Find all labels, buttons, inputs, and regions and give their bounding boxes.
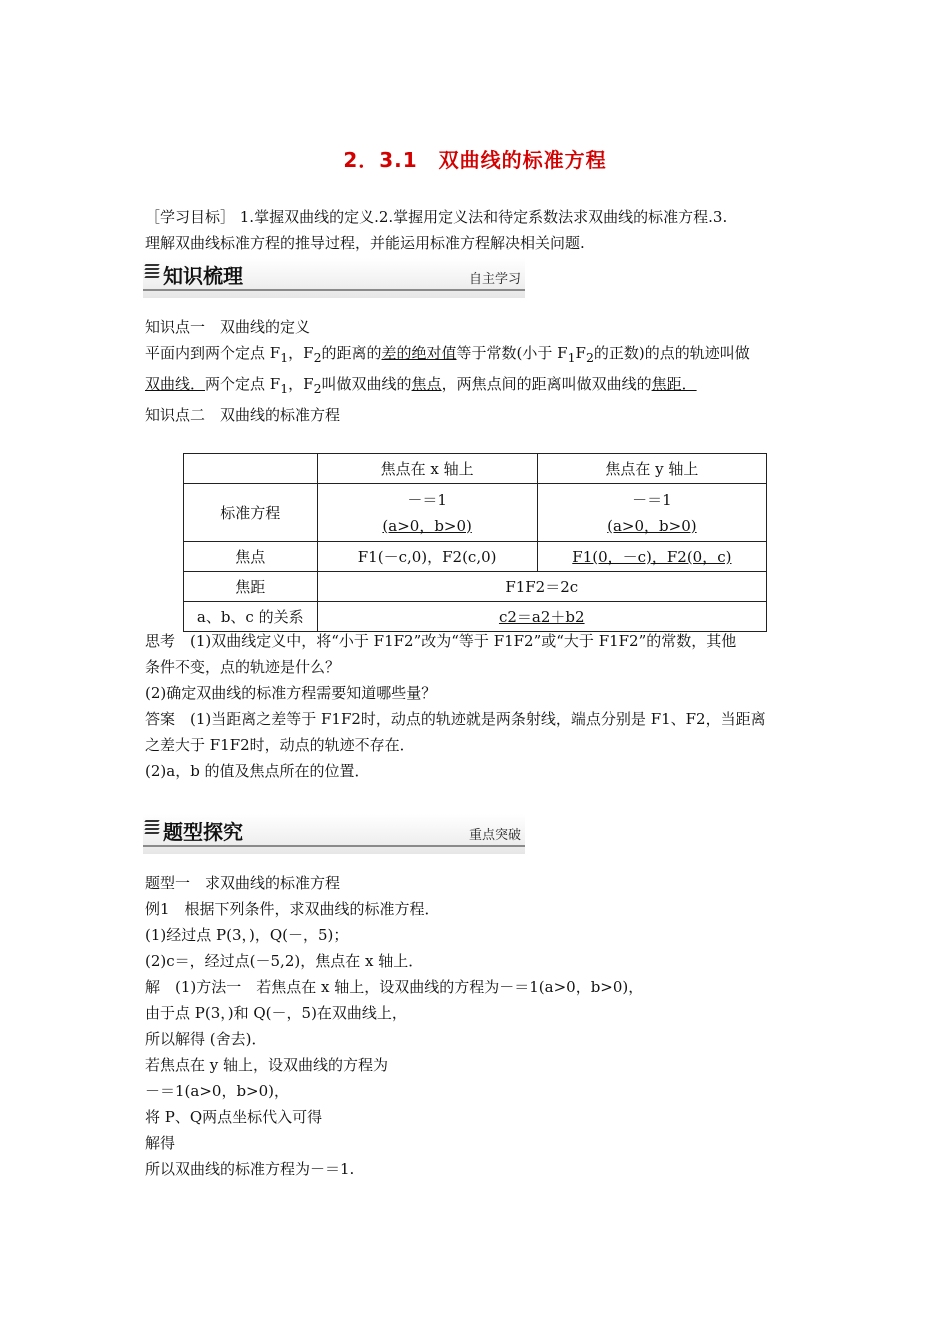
kp1-heading: 知识点一 双曲线的定义 [145, 318, 311, 336]
example-line: (2)c＝，经过点(－5,2)，焦点在 x 轴上． [145, 952, 424, 970]
solution-line: －＝1(a>0，b>0)， [145, 1082, 290, 1100]
blank-answer: 焦距． [651, 375, 697, 393]
objectives-line: 理解双曲线标准方程的推导过程，并能运用标准方程解决相关问题. [145, 234, 585, 252]
table-row [184, 484, 767, 542]
table-cell [317, 602, 766, 632]
blank-answer: (a>0，b>0) [382, 516, 472, 535]
knowledge-point-1 [145, 314, 810, 428]
solution-line: 所以解得 (舍去)． [145, 1030, 267, 1048]
table-row-label: 焦距 [184, 572, 318, 602]
section-header-types [143, 814, 525, 854]
stripes-icon [145, 820, 159, 836]
example-line: (1)经过点 P(3，)，Q(－，5)； [145, 926, 349, 944]
blank-answer: 差的绝对值 [381, 344, 457, 362]
table-cell: －＝1 (a>0，b>0) [537, 484, 766, 542]
blank-answer: 焦点 [411, 375, 442, 393]
solution-line: 解得 [145, 1134, 176, 1152]
table-row [184, 454, 767, 484]
answer-line: (2)a，b 的值及焦点所在的位置． [145, 762, 370, 780]
standard-equation-table [183, 453, 767, 632]
blank-answer: F1(0，－c)，F2(0，c) [572, 548, 732, 566]
kp1-definition-line2: 双曲线．两个定点 $F_1$，$F_2$叫做双曲线的焦点，两焦点间的距离叫做双曲线的焦距． [145, 375, 697, 396]
solution-line: 解 (1)方法一 若焦点在 x 轴上，设双曲线的方程为－＝1(a>0，b>0)， [145, 978, 644, 996]
blank-answer: 双曲线． [145, 375, 206, 393]
section-subheading: 自主学习 [468, 272, 521, 287]
objectives-line: ［学习目标］ 1.掌握双曲线的定义.2.掌握用定义法和待定系数法求双曲线的标准方程.3. [145, 208, 728, 226]
table-row [184, 602, 767, 632]
table-row [184, 572, 767, 602]
kp2-heading: 知识点二 双曲线的标准方程 [145, 406, 341, 424]
solution-line: 由于点 P(3，)和 Q(－，5)在双曲线上， [145, 1004, 407, 1022]
solution-line: 将 P、Q两点坐标代入可得 [145, 1108, 323, 1126]
blank-answer: c2＝a2＋b2 [498, 608, 585, 626]
section-rule [143, 289, 525, 291]
table-header: 焦点在 x 轴上 [317, 454, 537, 484]
table-cell [537, 542, 766, 572]
answer-line: 之差大于 F1F2时，动点的轨迹不存在． [145, 736, 415, 754]
table-row-label: a、b、c 的关系 [184, 602, 318, 632]
section-heading: 题型探究 [163, 820, 243, 844]
table-header: 焦点在 y 轴上 [537, 454, 766, 484]
think-line: (2)确定双曲线的标准方程需要知道哪些量？ [145, 684, 437, 702]
section-rule [143, 845, 525, 847]
kp1-definition-line1: 平面内到两个定点 $F_1$，$F_2$的距离的差的绝对值等于常数(小于 $F_1F_2$的正数)的点的轨迹叫做 [145, 344, 750, 365]
type-heading: 题型一 求双曲线的标准方程 [145, 874, 341, 892]
think-line: 思考 (1)双曲线定义中，将“小于 F1F2”改为“等于 F1F2”或“大于 F1F2”的常数，其他 [145, 632, 737, 650]
table-row [184, 542, 767, 572]
think-line: 条件不变，点的轨迹是什么？ [145, 658, 341, 676]
stripes-icon [145, 264, 159, 280]
solution-line: 若焦点在 y 轴上，设双曲线的方程为 [145, 1056, 389, 1074]
table-row-label: 焦点 [184, 542, 318, 572]
section-header-knowledge [143, 258, 525, 298]
table-cell: F1F2＝2c [317, 572, 766, 602]
table-cell [184, 454, 318, 484]
section-subheading: 重点突破 [468, 828, 521, 843]
example-line: 例1 根据下列条件，求双曲线的标准方程． [145, 900, 440, 918]
example-block [145, 870, 810, 1182]
blank-answer: (a>0，b>0) [607, 516, 697, 535]
table-cell: F1(－c,0)，F2(c,0) [317, 542, 537, 572]
table-row-label: 标准方程 [184, 484, 318, 542]
think-block [145, 628, 810, 784]
learning-objectives [145, 204, 810, 256]
page-title: 2．3.1 双曲线的标准方程 [343, 148, 607, 172]
section-heading: 知识梳理 [163, 264, 243, 288]
table-cell: －＝1 (a>0，b>0) [317, 484, 537, 542]
answer-line: 答案 (1)当距离之差等于 F1F2时，动点的轨迹就是两条射线，端点分别是 F1、F2，当距离 [145, 710, 766, 728]
solution-line: 所以双曲线的标准方程为－＝1. [145, 1160, 355, 1178]
